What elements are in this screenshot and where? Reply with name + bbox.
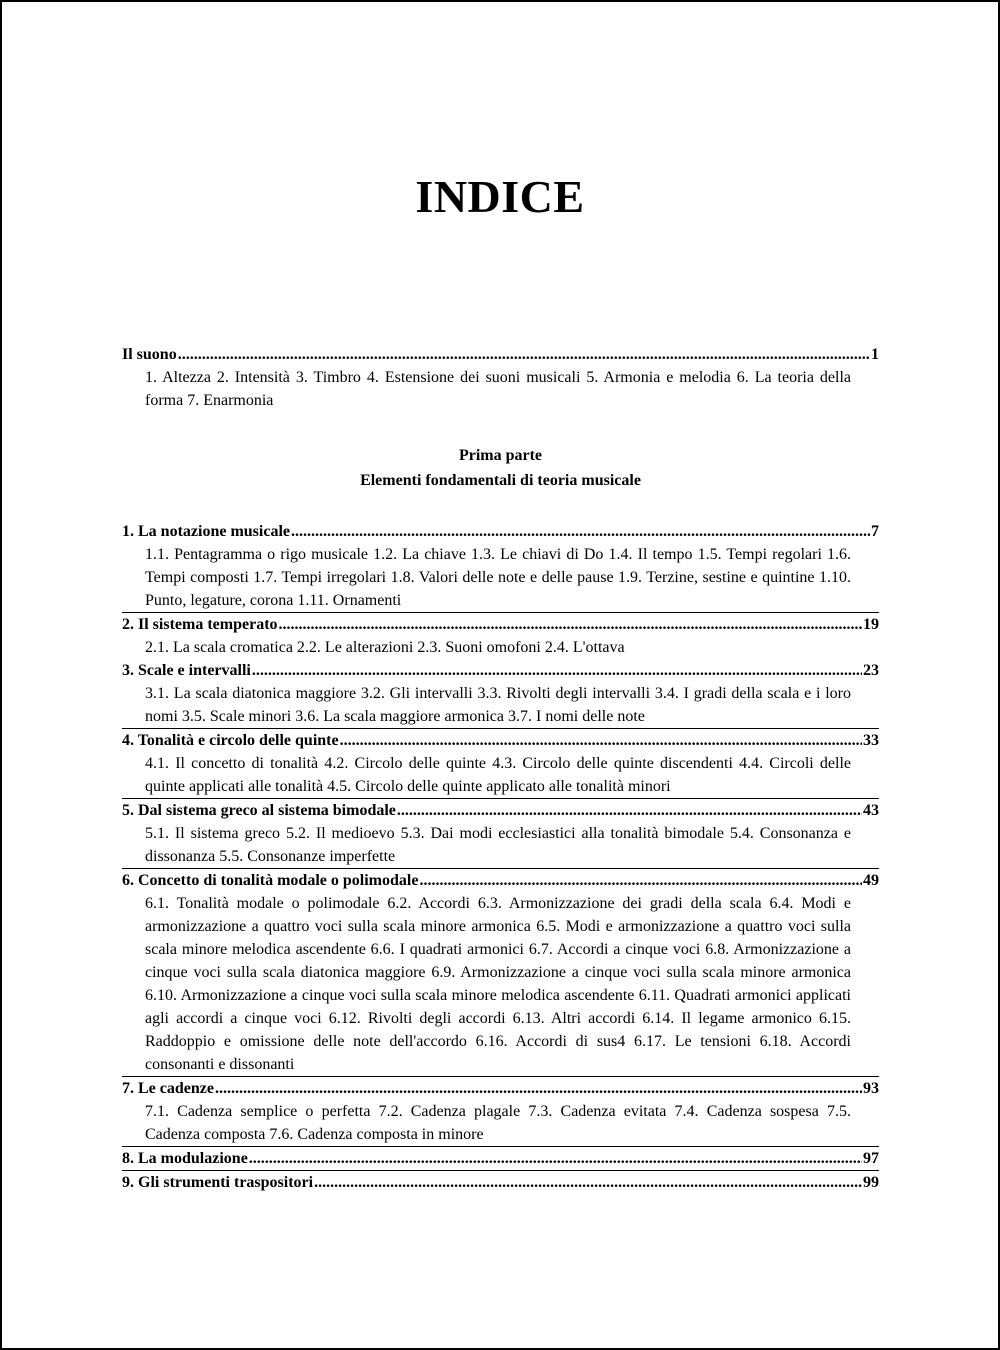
dot-leader xyxy=(397,799,862,822)
toc-entry-subsections: 6.1. Tonalità modale o polimodale 6.2. Accordi 6.3. Armonizzazione dei gradi della scala 6.4. Modi e armonizzazione a quattro voci sulla scala minore armonica 6.5. Modi e armonizzazione a quattro voci sulla scala minore melodica ascendente 6.6. I quadrati armonici 6.7. Accordi a cinque voci 6.8. Armonizzazione a cinque voci sulla scala diatonica maggiore 6.9. Armonizzazione a cinque voci sulla scala minore armonica 6.10. Armonizzazione a cinque voci sulla scala minore melodica ascendente 6.11. Quadrati armonici applicati agli accordi a cinque voci 6.12. Rivolti degli accordi 6.13. Altri accordi 6.14. Il legame armonico 6.15. Raddoppio e omissione delle note dell'accordo 6.16. Accordi di sus4 6.17. Le tensioni 6.18. Accordi consonanti e dissonanti xyxy=(145,895,851,1073)
toc-entry-page: 23 xyxy=(863,662,879,679)
toc-entry-page: 7 xyxy=(871,523,879,540)
toc-entry-title: 6. Concetto di tonalità modale o polimodale xyxy=(122,872,419,889)
part-label: Prima parte xyxy=(458,447,543,464)
toc-entry-page: 49 xyxy=(863,872,879,889)
toc-entry-subsections: 1. Altezza 2. Intensità 3. Timbro 4. Estensione dei suoni musicali 5. Armonia e melodia 6. La teoria della forma 7. Enarmonia xyxy=(145,369,851,409)
toc-entry-chapter-4[interactable] xyxy=(122,728,879,752)
toc-entry-intro[interactable] xyxy=(122,343,879,366)
toc-entry-title: 3. Scale e intervalli xyxy=(122,662,251,679)
table-of-contents xyxy=(122,343,879,1194)
toc-entry-title: 5. Dal sistema greco al sistema bimodale xyxy=(122,802,396,819)
toc-entry-chapter-8[interactable] xyxy=(122,1146,879,1170)
dot-leader xyxy=(314,1171,862,1194)
toc-entry-subsections: 2.1. La scala cromatica 2.2. Le alterazioni 2.3. Suoni omofoni 2.4. L'ottava xyxy=(145,639,625,656)
toc-entry-chapter-5[interactable] xyxy=(122,798,879,822)
toc-entry-chapter-1[interactable] xyxy=(122,520,879,543)
toc-entry-title: 9. Gli strumenti traspositori xyxy=(122,1174,314,1191)
dot-leader xyxy=(340,729,862,752)
toc-entry-title: 4. Tonalità e circolo delle quinte xyxy=(122,732,339,749)
dot-leader xyxy=(215,1077,862,1100)
toc-entry-title: 7. Le cadenze xyxy=(122,1080,214,1097)
toc-entry-subsections: 3.1. La scala diatonica maggiore 3.2. Gli intervalli 3.3. Rivolti degli intervalli 3.4. I gradi della scala e i loro nomi 3.5. Scale minori 3.6. La scala maggiore armonica 3.7. I nomi delle note xyxy=(145,685,851,725)
dot-leader xyxy=(419,869,862,892)
toc-entry-page: 19 xyxy=(863,616,879,633)
part-subtitle: Elementi fondamentali di teoria musicale xyxy=(360,472,641,489)
toc-entry-title: 1. La notazione musicale xyxy=(122,523,290,540)
dot-leader xyxy=(279,613,862,636)
toc-entry-title: Il suono xyxy=(122,346,177,363)
toc-entry-title: 2. Il sistema temperato xyxy=(122,616,278,633)
toc-entry-subsections: 4.1. Il concetto di tonalità 4.2. Circolo delle quinte 4.3. Circolo delle quinte discendenti 4.4. Circoli delle quinte applicati alle tonalità 4.5. Circolo delle quinte applicato alle tonalità minori xyxy=(145,755,851,795)
toc-entry-subsections: 7.1. Cadenza semplice o perfetta 7.2. Cadenza plagale 7.3. Cadenza evitata 7.4. Cadenza sospesa 7.5. Cadenza composta 7.6. Cadenza composta in minore xyxy=(145,1103,851,1143)
page-title: INDICE xyxy=(415,171,585,222)
dot-leader xyxy=(252,659,862,682)
dot-leader xyxy=(249,1147,862,1170)
toc-entry-subsections: 1.1. Pentagramma o rigo musicale 1.2. La chiave 1.3. Le chiavi di Do 1.4. Il tempo 1.5. Tempi regolari 1.6. Tempi composti 1.7. Tempi irregolari 1.8. Valori delle note e delle pause 1.9. Terzine, sestine e quintine 1.10. Punto, legature, corona 1.11. Ornamenti xyxy=(145,546,851,609)
toc-entry-chapter-9[interactable] xyxy=(122,1170,879,1194)
toc-entry-page: 33 xyxy=(863,732,879,749)
dot-leader xyxy=(291,520,870,543)
toc-entry-chapter-2[interactable] xyxy=(122,612,879,636)
toc-entry-subsections: 5.1. Il sistema greco 5.2. Il medioevo 5.3. Dai modi ecclesiastici alla tonalità bimodale 5.4. Consonanza e dissonanza 5.5. Consonanze imperfette xyxy=(145,825,851,865)
toc-entry-page: 97 xyxy=(863,1150,879,1167)
toc-entry-page: 93 xyxy=(863,1080,879,1097)
dot-leader xyxy=(178,343,870,366)
toc-entry-chapter-3[interactable] xyxy=(122,659,879,682)
toc-entry-chapter-7[interactable] xyxy=(122,1076,879,1100)
toc-entry-page: 1 xyxy=(871,346,879,363)
toc-entry-title: 8. La modulazione xyxy=(122,1150,248,1167)
toc-entry-page: 99 xyxy=(863,1174,879,1191)
toc-entry-chapter-6[interactable] xyxy=(122,868,879,892)
toc-entry-page: 43 xyxy=(863,802,879,819)
